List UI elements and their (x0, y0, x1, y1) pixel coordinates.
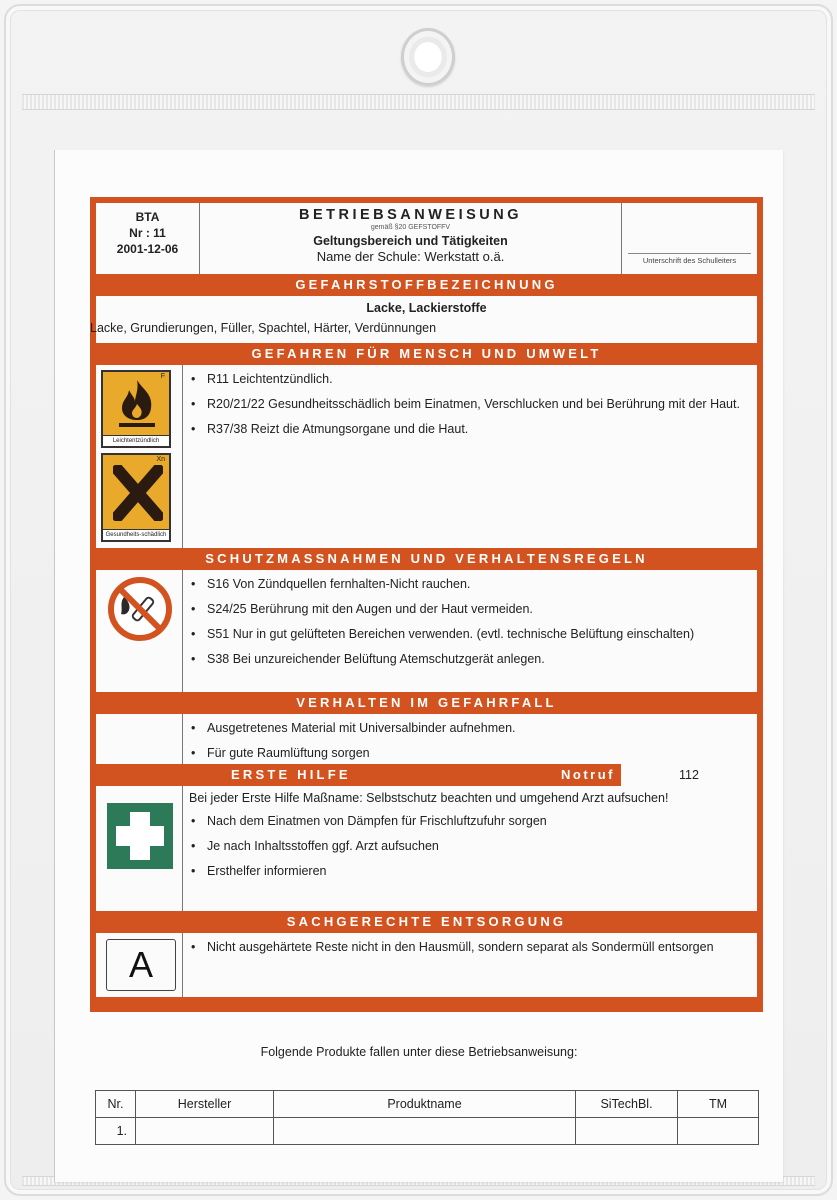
doc-number: Nr : 11 (129, 226, 166, 240)
hazard-statements (183, 365, 757, 548)
first-aid-item: • Nach dem Einatmen von Dämpfen für Frischluftzufuhr sorgen (189, 813, 749, 829)
protection-item: • S38 Bei unzureichender Belüftung Atemschutzgerät anlegen. (189, 651, 749, 667)
protection-item: • S51 Nur in gut gelüfteten Bereichen verwenden. (evtl. technische Belüftung einschalten) (189, 626, 749, 642)
column-header-manufacturer: Hersteller (136, 1091, 274, 1118)
section-band-substance: GEFAHRSTOFFBEZEICHNUNG (96, 274, 757, 296)
emergency-call-number: 112 (621, 764, 757, 786)
cell-nr[interactable]: 1. (96, 1118, 136, 1145)
substance-name: Lacke, Lackierstoffe (366, 301, 487, 315)
first-aid-item: • Ersthelfer informieren (189, 863, 749, 879)
protection-section (96, 570, 757, 692)
hazard-pictograms (96, 365, 183, 548)
signature-block (621, 203, 757, 274)
protection-item: • S24/25 Berührung mit den Augen und der Haut vermeiden. (189, 601, 749, 617)
title-block (200, 203, 621, 274)
harmful-label: Gesundheits-schädlich (103, 529, 169, 540)
instruction-sheet (55, 150, 783, 1182)
document-id-block (96, 203, 200, 274)
hazard-item: • R11 Leichtentzündlich. (189, 371, 749, 387)
no-smoking-icon (105, 574, 175, 644)
hazard-item: • R37/38 Reizt die Atmungsorgane und die Haut. (189, 421, 749, 437)
disposal-item: • Nicht ausgehärtete Reste nicht in den Hausmüll, sondern separat als Sondermüll entsorgen (189, 939, 749, 955)
cell-safety-sheet[interactable] (576, 1118, 678, 1145)
column-header-product-name: Produktname (274, 1091, 576, 1118)
disposal-measures (183, 933, 757, 997)
products-table (95, 1090, 759, 1145)
table-header-row (96, 1091, 759, 1118)
instruction-frame (90, 197, 763, 1012)
regulation-reference: gemäß §20 GEFSTOFFV (370, 224, 451, 231)
first-aid-cross-icon (107, 803, 173, 869)
cell-product-name[interactable] (274, 1118, 576, 1145)
flame-icon (113, 378, 161, 430)
document-header (96, 203, 757, 274)
doc-type: BTA (135, 210, 160, 224)
harmful-pictogram: Xn Gesundheits-schädlich (101, 453, 171, 542)
disposal-icon-cell (96, 933, 183, 997)
scope-heading: Geltungsbereich und Tätigkeiten (313, 234, 508, 248)
flammable-label: Leichtentzündlich (103, 435, 169, 446)
flammable-pictogram: F Leichtentzündlich (101, 370, 171, 448)
substance-section (90, 296, 757, 343)
section-band-disposal: SACHGERECHTE ENTSORGUNG (96, 911, 757, 933)
hazard-item: • R20/21/22 Gesundheitsschädlich beim Einatmen, Verschlucken und bei Berührung mit der Haut. (189, 396, 749, 412)
sleeve-seal-top (22, 94, 815, 110)
emergency-item: • Für gute Raumlüftung sorgen (189, 745, 749, 761)
first-aid-section (96, 786, 757, 911)
page-title: BETRIEBSANWEISUNG (298, 207, 523, 223)
protection-item: • S16 Von Zündquellen fernhalten-Nicht rauchen. (189, 576, 749, 592)
substance-description: Lacke, Grundierungen, Füller, Spachtel, Härter, Verdünnungen (90, 321, 437, 335)
hazards-section (96, 365, 757, 548)
signature-label: Unterschrift des Schulleiters (642, 256, 737, 265)
cell-manufacturer[interactable] (136, 1118, 274, 1145)
school-name: Name der Schule: Werkstatt o.ä. (316, 249, 505, 264)
emergency-section (96, 714, 757, 764)
emergency-item: • Ausgetretenes Material mit Universalbinder aufnehmen. (189, 720, 749, 736)
section-band-hazards: GEFAHREN FÜR MENSCH UND UMWELT (96, 343, 757, 365)
protection-measures (183, 570, 757, 692)
column-header-nr: Nr. (96, 1091, 136, 1118)
section-band-emergency: VERHALTEN IM GEFAHRFALL (96, 692, 757, 714)
doc-date: 2001-12-06 (116, 242, 179, 256)
disposal-section (96, 933, 757, 997)
first-aid-icon-cell (96, 786, 183, 911)
table-row (96, 1118, 759, 1145)
disposal-category-icon: A (106, 939, 176, 991)
x-cross-icon (113, 465, 163, 521)
signature-line (628, 253, 751, 254)
cell-tm[interactable] (678, 1118, 759, 1145)
first-aid-heading: ERSTE HILFE (96, 764, 525, 786)
emergency-icon-cell (96, 714, 183, 764)
section-band-protection: SCHUTZMASSNAHMEN UND VERHALTENSREGELN (96, 548, 757, 570)
protection-icon-cell (96, 570, 183, 692)
hanging-eyelet-icon (401, 28, 455, 86)
products-heading: Folgende Produkte fallen unter diese Betriebsanweisung: (260, 1045, 578, 1059)
first-aid-measures (183, 786, 757, 911)
column-header-tm: TM (678, 1091, 759, 1118)
first-aid-intro: Bei jeder Erste Hilfe Maßname: Selbstschutz beachten und umgehend Arzt aufsuchen! (189, 791, 669, 805)
emergency-call-label: Notruf (561, 767, 615, 782)
column-header-safety-sheet: SiTechBl. (576, 1091, 678, 1118)
emergency-measures (183, 714, 757, 764)
section-band-first-aid (96, 764, 757, 786)
first-aid-item: • Je nach Inhaltsstoffen ggf. Arzt aufsuchen (189, 838, 749, 854)
